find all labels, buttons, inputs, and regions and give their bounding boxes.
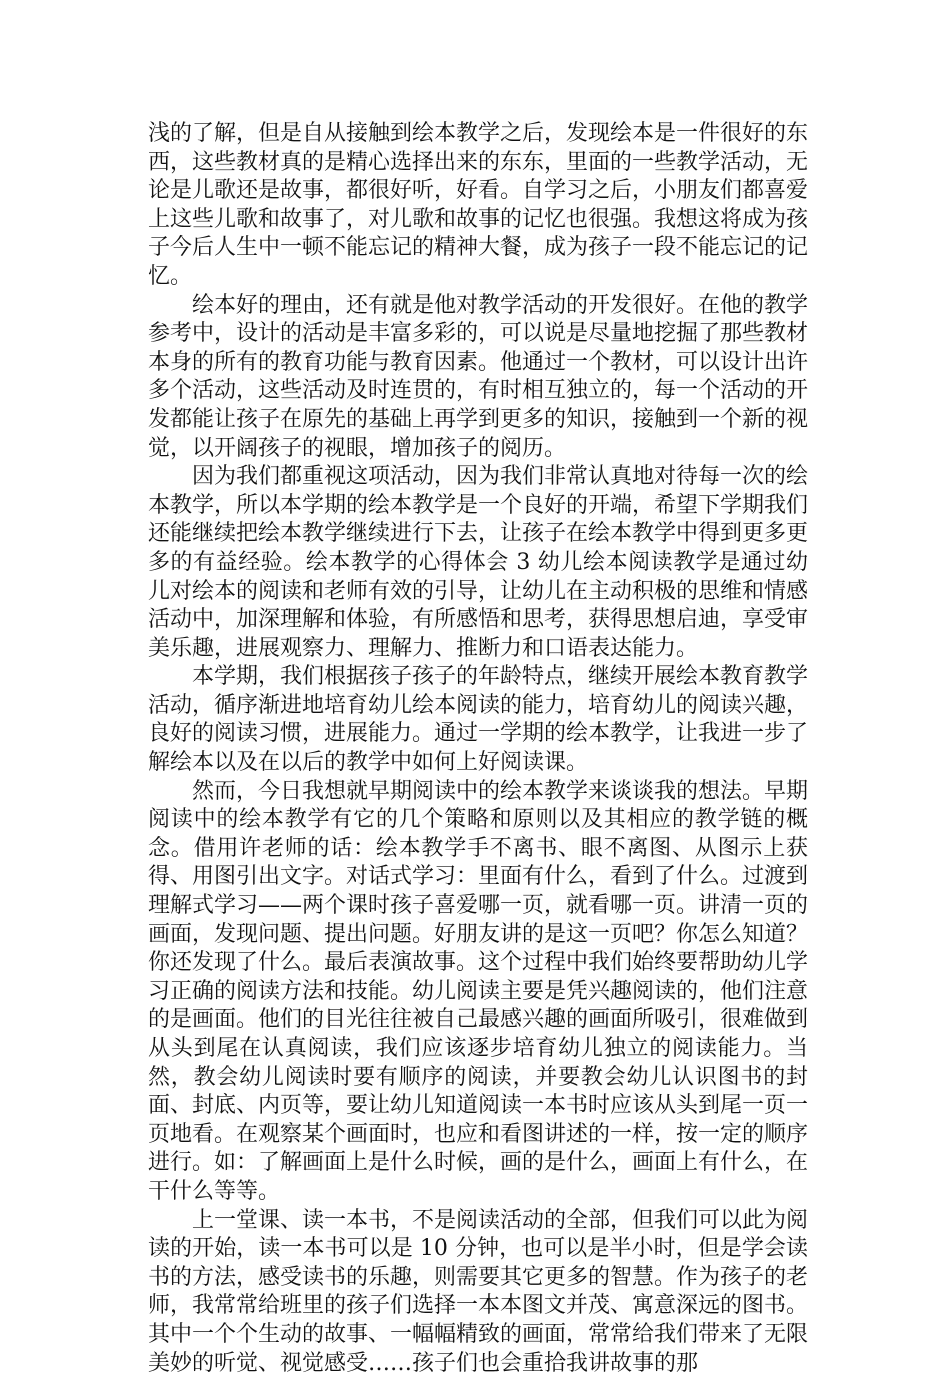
document-body [148, 120, 808, 1378]
paragraph: 绘本好的理由，还有就是他对教学活动的开发很好。在他的教学参考中，设计的活动是丰富多彩的，可以说是尽量地挖掘了那些教材本身的所有的教育功能与教育因素。他通过一个教材，可以设计出许多个活动，这些活动及时连贯的，有时相互独立的，每一个活动的开发都能让孩子在原先的基础上再学到更多的知识，接触到一个新的视觉，以开阔孩子的视眼，增加孩子的阅历。 [148, 292, 809, 461]
paragraph: 因为我们都重视这项活动，因为我们非常认真地对待每一次的绘本教学，所以本学期的绘本教学是一个良好的开端，希望下学期我们还能继续把绘本教学继续进行下去，让孩子在绘本教学中得到更多更多的有益经验。绘本教学的心得体会 3 幼儿绘本阅读教学是通过幼儿对绘本的阅读和老师有效的引导，让幼儿在主动积极的思维和情感活动中，加深理解和体验，有所感悟和思考，获得思想启迪，享受审美乐趣，进展观察力、理解力、推断力和口语表达能力。 [148, 464, 809, 661]
paragraph: 上一堂课、读一本书，不是阅读活动的全部，但我们可以此为阅读的开始，读一本书可以是 10 分钟，也可以是半小时，但是学会读书的方法，感受读书的乐趣，则需要其它更多的智慧。作为孩子的老师，我常常给班里的孩子们选择一本本图文并茂、寓意深远的图书。其中一个个生动的故事、一幅幅精致的画面，常常给我们带来了无限美妙的听觉、视觉感受……孩子们也会重拾我讲故事的那 [148, 1207, 809, 1376]
paragraph: 然而，今日我想就早期阅读中的绘本教学来谈谈我的想法。早期阅读中的绘本教学有它的几个策略和原则以及其相应的教学链的概念。借用许老师的话：绘本教学手不离书、眼不离图、从图示上获得、用图引出文字。对话式学习：里面有什么，看到了什么。过渡到理解式学习——两个课时孩子喜爱哪一页，就看哪一页。讲清一页的画面，发现问题、提出问题。好朋友讲的是这一页吧？你怎么知道？你还发现了什么。最后表演故事。这个过程中我们始终要帮助幼儿学习正确的阅读方法和技能。幼儿阅读主要是凭兴趣阅读的，他们注意的是画面。他们的目光往往被自己最感兴趣的画面所吸引，很难做到从头到尾在认真阅读，我们应该逐步培育幼儿独立的阅读能力。当然，教会幼儿阅读时要有顺序的阅读，并要教会幼儿认识图书的封面、封底、内页等，要让幼儿知道阅读一本书时应该从头到尾一页一页地看。在观察某个画面时，也应和看图讲述的一样，按一定的顺序进行。如：了解画面上是什么时候，画的是什么，画面上有什么，在干什么等等。 [148, 778, 809, 1204]
paragraph: 本学期，我们根据孩子孩子的年龄特点，继续开展绘本教育教学活动，循序渐进地培育幼儿绘本阅读的能力，培育幼儿的阅读兴趣，良好的阅读习惯，进展能力。通过一学期的绘本教学，让我进一步了解绘本以及在以后的教学中如何上好阅读课。 [148, 664, 809, 776]
paragraph-continuation: 浅的了解，但是自从接触到绘本教学之后，发现绘本是一件很好的东西，这些教材真的是精心选择出来的东东，里面的一些教学活动，无论是儿歌还是故事，都很好听，好看。自学习之后，小朋友们都喜爱上这些儿歌和故事了，对儿歌和故事的记忆也很强。我想这将成为孩子今后人生中一顿不能忘记的精神大餐，成为孩子一段不能忘记的记忆。 [148, 121, 809, 289]
